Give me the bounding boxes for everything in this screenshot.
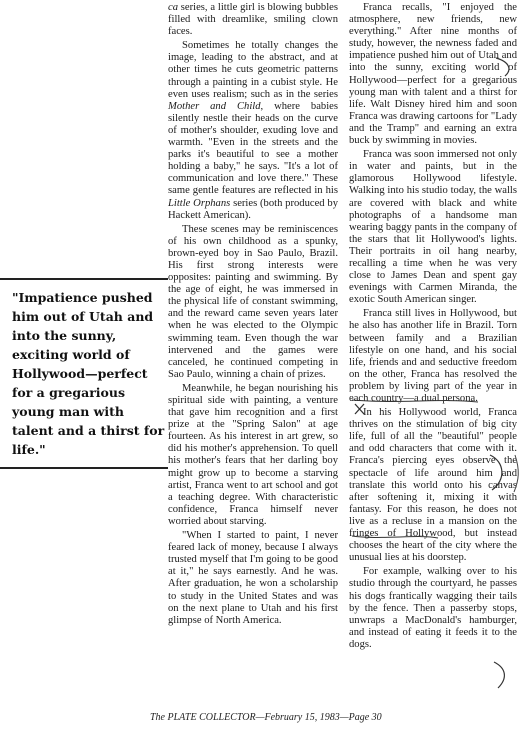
paragraph: Franca still lives in Hollywood, but he also has another life in Brazil. Torn between family and a Brazilian lifestyle on one hand, and his social life, friends and and seductive freedom on the other, Franca has resolved the problem by living part of the year in each country—a dual persona.: [349, 308, 517, 404]
series-title: Little Orphans: [168, 197, 231, 209]
paragraph: In his Hollywood world, Franca thrives on the stimulation of big city life, full of all the "beautiful" people and odd characters that come with it. Franca's piercing eyes observe the spectacle of life around him and translate this world onto his canvas after softening it, mixing it with fantasy. For this reason, he does not live as a recluse in a mansion on the fringes of Hollywood, but instead chooses the heart of the city where the unusual lies at his doorstep.: [349, 407, 517, 564]
paragraph: Franca recalls, "I enjoyed the atmosphere, new friends, new everything." After nine months of study, however, the newness faded and impatience pushed him out of Utah and into the sunny, exciting world of Hollywood—perfect for a gregarious young man with talent and a thirst for life. Walt Disney hired him and soon Franca was drawing cartoons for "Lady and the Tramp" and earning an extra buck by swimming in movies.: [349, 2, 517, 147]
paragraph-text: Sometimes he totally changes the image, leading to the abstract, and at other times he cuts geometric patterns through a painting in a cubist style. He even uses realism; such as in the series: [168, 40, 338, 100]
pen-underline-mark: [352, 400, 478, 402]
paragraph-text: series (both produced by Hackett American).: [168, 197, 338, 221]
pull-quote: "Impatience pushed him out of Utah and into the sunny, exciting world of Hollywood—perfect for a gregarious young man with talent and a thirst for life.": [0, 278, 168, 469]
pen-line-mark: [514, 455, 518, 492]
paragraph: Meanwhile, he began nourishing his spiritual side with painting, a venture that gave him recognition and a first prize at the "Spring Salon" at age fourteen. As his interest in art grew, so did his mother's apprehension. To quell his mother's fears that her darling boy might grow up to become a starving artist, Franca went to art school and got a teaching degree. With characteristic confidence, Franca himself never worried about starving.: [168, 382, 338, 527]
pen-bracket-mark: [494, 662, 504, 688]
paragraph: For example, walking over to his studio through the courtyard, he passes his dogs frantically wagging their tails by the fence. Then a passerby stops, unwraps a MacDonald's hamburger, and instead of eating it feeds it to the dogs.: [349, 566, 517, 650]
paragraph-text: series, a little girl is blowing bubbles filled with dreamlike, smiling clown faces.: [168, 2, 338, 38]
italic-lead: ca: [168, 2, 178, 13]
paragraph-text: , where babies silently nestle their heads on the curve of mother's shoulder, exuding love and warmth. "Even in the streets and the parks it's beautiful to see a mother holding a baby," he says. "It's a lot of communication and love there." These same gentle features are reflected in his: [168, 100, 338, 197]
paragraph: Franca was soon immersed not only in water and paints, but in the glamorous Hollywood lifestyle. Walking into his studio today, the walls are covered with black and white photographs of a handsome man wearing baggy pants in the company of the stars that lit Hollywood's lights. Their portraits in oil hang nearby, recalling a time when he was very close to James Dean and spent gay evenings with Carmen Miranda, the exotic South American singer.: [349, 149, 517, 306]
page-footer: The PLATE COLLECTOR—February 15, 1983—Page 30: [150, 712, 382, 723]
series-title: Mother and Child: [168, 100, 261, 112]
pen-x-mark: [355, 404, 364, 414]
pen-underline-mark: [352, 536, 438, 538]
pen-bracket-mark: [496, 58, 509, 76]
paragraph: "When I started to paint, I never feared lack of money, because I always trusted myself that I'm going to be good at it," he says earnestly. And he was. After graduation, he won a scholarship to study in the United States and was on the next plane to Utah and his first glimpse of North America.: [168, 530, 338, 626]
pen-bracket-mark: [490, 455, 502, 490]
paragraph: These scenes may be reminiscences of his own childhood as a spunky, brown-eyed boy in Sao Paulo, Brazil. His first strong interests were opposites: painting and swimming. By the age of eight, he was immersed in the physical life of constant swimming, and the reward came seven years later when he was elected to the Olympic swimming team. Even though the war intervened and the games were canceled, he continued competing in Sao Paulo, winning a chain of prizes.: [168, 223, 338, 380]
